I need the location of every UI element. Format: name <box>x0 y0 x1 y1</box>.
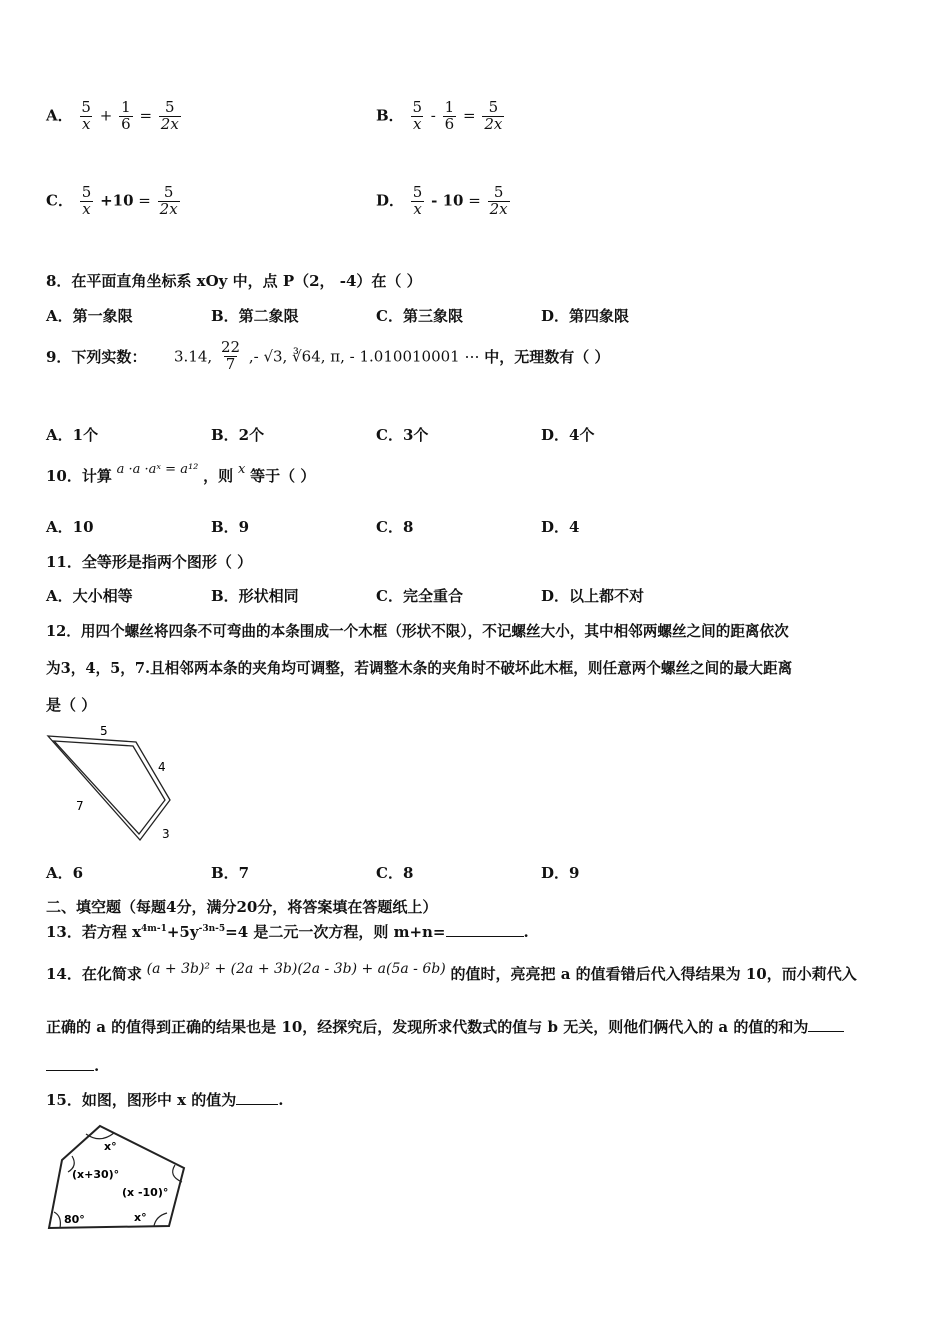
q8-stem: 8．在平面直角坐标系 xOy 中，点 P（2， -4）在（ ） <box>46 272 422 290</box>
fraction: $\frac{5}{x}$ <box>412 183 423 218</box>
frame-label-top: 5 <box>100 724 108 738</box>
q10-stem: 10．计算 a ·a ·aˣ = a¹² ，则 x 等于（ ） <box>46 462 316 485</box>
q12-line1: 12．用四个螺丝将四条不可弯曲的本条围成一个木框（形状不限），不记螺丝大小，其中相邻两螺丝之间的距离依次 <box>46 623 789 640</box>
q14-line1: 14．在化简求 (a + 3b)² + (2a + 3b)(2a - 3b) + a(5a - 6b) 的值时，亮亮把 a 的值看错后代入得结果为 10，而小莉代入 <box>46 961 857 983</box>
fraction: $\frac{5}{x}$ <box>412 98 423 133</box>
angle-label-right: (x -10)° <box>122 1186 169 1199</box>
fraction: $\frac{1}{6}$ <box>121 98 131 133</box>
fraction: $\frac{5}{x}$ <box>81 183 92 218</box>
q12-option-c: C．8 <box>376 864 414 882</box>
option-label: A． <box>46 106 73 125</box>
q11-option-d: D．以上都不对 <box>541 587 645 605</box>
q14-answer-blank-2[interactable] <box>46 1056 94 1071</box>
q8-option-a: A．第一象限 <box>46 307 133 325</box>
q9-option-c: C．3个 <box>376 426 429 444</box>
q13-stem: 13．若方程 $x^{4m-1}+5y^{-3n-5}=4$ 是二元一次方程，则 m+n= . <box>46 923 529 941</box>
q10-option-c: C．8 <box>376 518 414 536</box>
q11-stem: 11．全等形是指两个图形（ ） <box>46 553 253 571</box>
q11-option-a: A．大小相等 <box>46 587 133 605</box>
wooden-frame-figure <box>40 722 190 847</box>
q8-option-d: D．第四象限 <box>541 307 630 325</box>
pentagon-figure <box>42 1120 192 1235</box>
section-title: 二、填空题（每题4分，满分20分，将答案填在答题纸上） <box>46 898 438 916</box>
option-label: D． <box>376 191 405 210</box>
q8-option-b: B．第二象限 <box>211 307 299 325</box>
option-label: C． <box>46 191 73 210</box>
q13-answer-blank[interactable] <box>446 922 524 937</box>
q14-answer-blank-1[interactable] <box>808 1017 844 1032</box>
q11-option-c: C．完全重合 <box>376 587 463 605</box>
q10-option-b: B．9 <box>211 518 250 536</box>
frame-label-left: 7 <box>76 799 84 813</box>
q12-option-b: B．7 <box>211 864 250 882</box>
fraction: $\frac{1}{6}$ <box>444 98 455 133</box>
frame-label-right: 4 <box>158 760 166 774</box>
q15-answer-blank[interactable] <box>236 1090 278 1105</box>
angle-label-left: (x+30)° <box>72 1168 120 1181</box>
angle-label-bottom-right: x° <box>134 1211 147 1224</box>
fraction-22-7: $\frac{22}{7}$ <box>220 338 241 373</box>
angle-label-bottom-left: 80° <box>64 1213 85 1226</box>
option-label: B． <box>376 106 404 125</box>
q12-option-a: A．6 <box>46 864 84 882</box>
q12-option-d: D．9 <box>541 864 580 882</box>
frame-label-bottom: 3 <box>162 827 170 841</box>
q7-option-b: B． $\frac{5}{x}$ - $\frac{1}{6}$ = $\frac{5}{2x}$ <box>376 98 503 133</box>
q10-option-a: A．10 <box>46 518 94 536</box>
q14-line3: . <box>46 1056 99 1075</box>
q9-option-a: A．1个 <box>46 426 99 444</box>
q14-line2: 正确的 a 的值得到正确的结果也是 10，经探究后，发现所求代数式的值与 b 无关，则他们俩代入的 a 的值的和为 <box>46 1016 844 1037</box>
fraction: $\frac{5}{2x}$ <box>159 183 178 218</box>
fraction: $\frac{5}{2x}$ <box>160 98 179 133</box>
q9-stem: 9．下列实数： 3.14, $\frac{22}{7}$ ,- √3, ∛64, π, - 1.010010001 ⋯ 中，无理数有（ ） <box>46 338 610 373</box>
q10-option-d: D．4 <box>541 518 580 536</box>
angle-label-top: x° <box>104 1140 117 1153</box>
fraction: $\frac{5}{2x}$ <box>484 98 503 133</box>
q9-option-d: D．4个 <box>541 426 595 444</box>
q7-option-d: D． $\frac{5}{x}$ - 10 = $\frac{5}{2x}$ <box>376 183 508 218</box>
q7-option-c: C． $\frac{5}{x}$ +10 = $\frac{5}{2x}$ <box>46 183 178 218</box>
fraction: $\frac{5}{2x}$ <box>489 183 508 218</box>
fraction: $\frac{5}{x}$ <box>81 98 91 133</box>
q7-option-a: A． $\frac{5}{x}$ + $\frac{1}{6}$ = $\frac{5}{2x}$ <box>46 98 179 133</box>
q15-stem: 15．如图，图形中 x 的值为 . <box>46 1091 284 1109</box>
q12-line3: 是（ ） <box>46 696 97 714</box>
q9-option-b: B．2个 <box>211 426 265 444</box>
q11-option-b: B．形状相同 <box>211 587 299 605</box>
q12-line2: 为3，4，5，7.且相邻两本条的夹角均可调整，若调整木条的夹角时不破坏此木框，则任意两个螺丝之间的最大距离 <box>46 660 793 677</box>
q8-option-c: C．第三象限 <box>376 307 463 325</box>
